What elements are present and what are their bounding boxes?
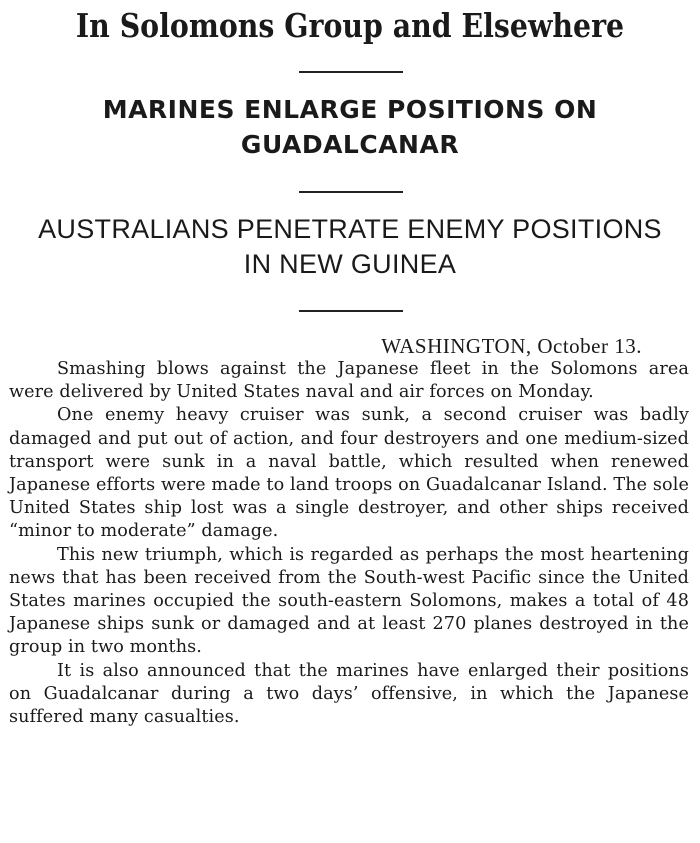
paragraph: It is also announced that the marines have enlarged their positions on Guadalcanar during a two days’ offensive, in which the Japanese suffered many casualties. <box>9 660 689 728</box>
main-headline: In Solomons Group and Elsewhere <box>75 6 625 45</box>
subheadline-australians-line-2: IN NEW GUINEA <box>243 249 457 279</box>
article-body <box>9 358 689 729</box>
paragraph: One enemy heavy cruiser was sunk, a second cruiser was badly damaged and put out of action, and four destroyers and one medium-sized transport were sunk in a naval battle, which resulted when renewed Japanese efforts were made to land troops on Guadalcanar Island. The sole United States ship lost was a single destroyer, and other ships received “minor to moderate” damage. <box>9 405 689 542</box>
paragraph: This new triumph, which is regarded as perhaps the most heartening news that has been received from the South-west Pacific since the United States marines occupied the south-eastern Solomons, makes a total of 48 Japanese ships sunk or damaged and at least 270 planes destroyed in the group in two months. <box>9 544 689 658</box>
subheadline-marines-line-2: GUADALCANAR <box>240 130 460 159</box>
paragraph: Smashing blows against the Japanese fleet in the Solomons area were delivered by United States naval and air forces on Monday. <box>9 359 689 403</box>
subheadline-australians-line-1: AUSTRALIANS PENETRATE ENEMY POSITIONS <box>38 214 662 244</box>
subheadline-marines <box>0 92 700 162</box>
subheadline-divider <box>299 191 403 193</box>
dateline: WASHINGTON, October 13. <box>381 334 642 358</box>
subheadline-australians <box>0 212 700 282</box>
dateline-divider <box>299 310 403 312</box>
headline-divider <box>299 71 403 73</box>
subheadline-marines-line-1: MARINES ENLARGE POSITIONS ON <box>102 95 598 124</box>
